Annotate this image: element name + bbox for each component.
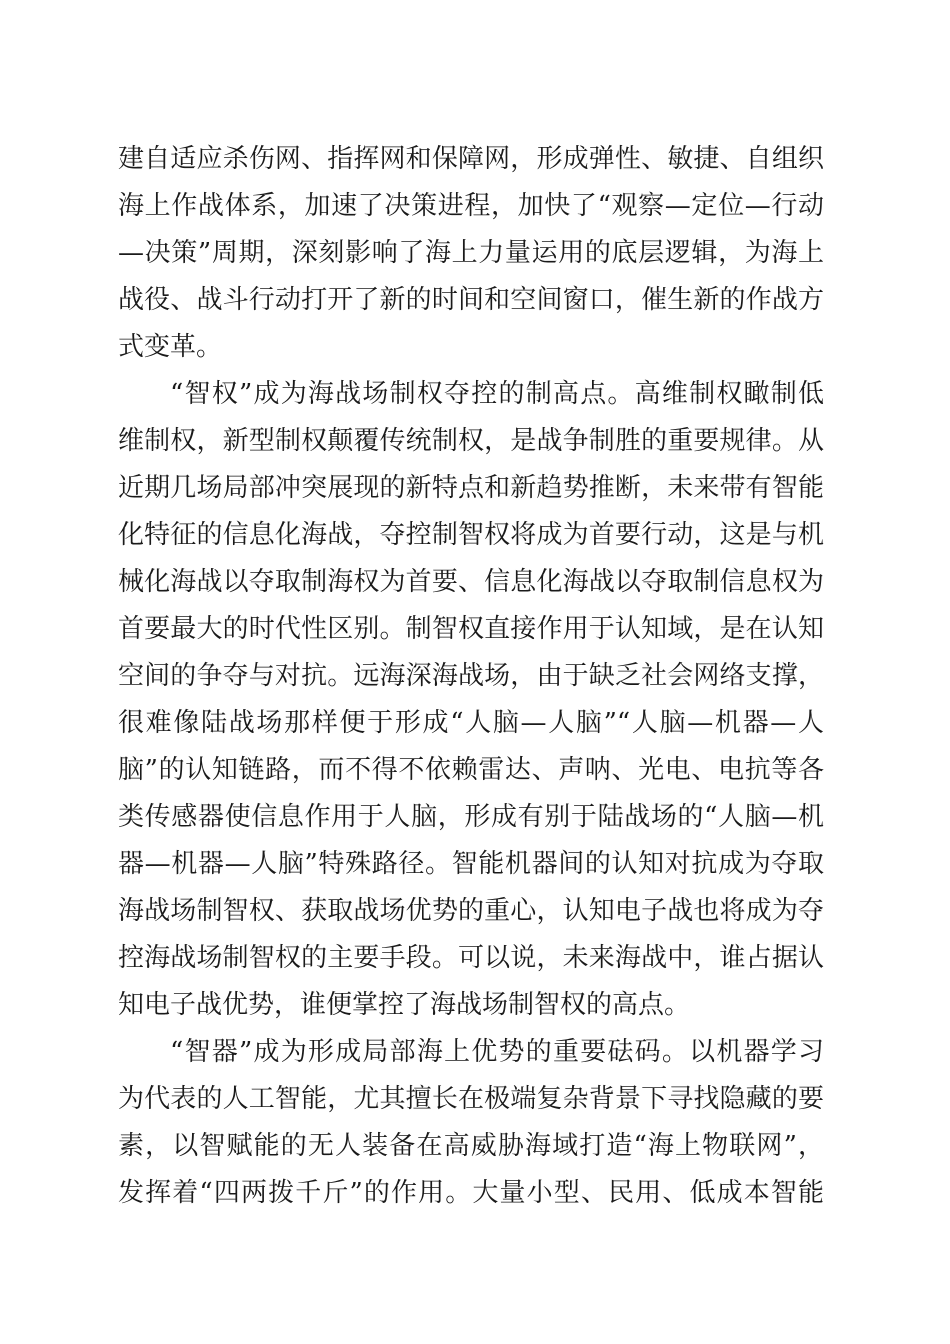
text-line: 式变革。 <box>118 332 223 362</box>
text-line: 械化海战以夺取制海权为首要、信息化海战以夺取制信息权为 <box>118 567 824 597</box>
text-line: 建自适应杀伤网、指挥网和保障网，形成弹性、敏捷、自组织 <box>118 144 824 174</box>
text-line: 战役、战斗行动打开了新的时间和空间窗口，催生新的作战方 <box>118 285 824 315</box>
text-line: 素，以智赋能的无人装备在高威胁海域打造“海上物联网”， <box>118 1131 824 1161</box>
text-line: 化特征的信息化海战，夺控制智权将成为首要行动，这是与机 <box>118 520 824 550</box>
paragraph-heading-line: “智器”成为形成局部海上优势的重要砝码。以机器学习 <box>170 1037 824 1067</box>
text-line: 首要最大的时代性区别。制智权直接作用于认知域，是在认知 <box>118 614 824 644</box>
paragraph-heading-line: “智权”成为海战场制权夺控的制高点。高维制权瞰制低 <box>170 379 824 409</box>
text-line: 海战场制智权、获取战场优势的重心，认知电子战也将成为夺 <box>118 896 824 926</box>
text-line: 脑”的认知链路，而不得不依赖雷达、声呐、光电、电抗等各 <box>118 755 824 785</box>
text-line: 发挥着“四两拨千斤”的作用。大量小型、民用、低成本智能 <box>118 1178 824 1208</box>
body-text <box>118 136 824 1217</box>
text-line: —决策”周期，深刻影响了海上力量运用的底层逻辑，为海上 <box>118 238 824 268</box>
text-line: 为代表的人工智能，尤其擅长在极端复杂背景下寻找隐藏的要 <box>118 1084 824 1114</box>
text-line: 空间的争夺与对抗。远海深海战场，由于缺乏社会网络支撑， <box>118 661 824 691</box>
text-line: 很难像陆战场那样便于形成“人脑—人脑”“人脑—机器—人 <box>118 708 824 738</box>
text-line: 控海战场制智权的主要手段。可以说，未来海战中，谁占据认 <box>118 943 824 973</box>
text-line: 知电子战优势，谁便掌控了海战场制智权的高点。 <box>118 990 691 1020</box>
text-line: 近期几场局部冲突展现的新特点和新趋势推断，未来带有智能 <box>118 473 824 503</box>
text-line: 海上作战体系，加速了决策进程，加快了“观察—定位—行动 <box>118 191 824 221</box>
text-line: 器—机器—人脑”特殊路径。智能机器间的认知对抗成为夺取 <box>118 849 824 879</box>
text-line: 类传感器使信息作用于人脑，形成有别于陆战场的“人脑—机 <box>118 802 824 832</box>
text-line: 维制权，新型制权颠覆传统制权，是战争制胜的重要规律。从 <box>118 426 824 456</box>
